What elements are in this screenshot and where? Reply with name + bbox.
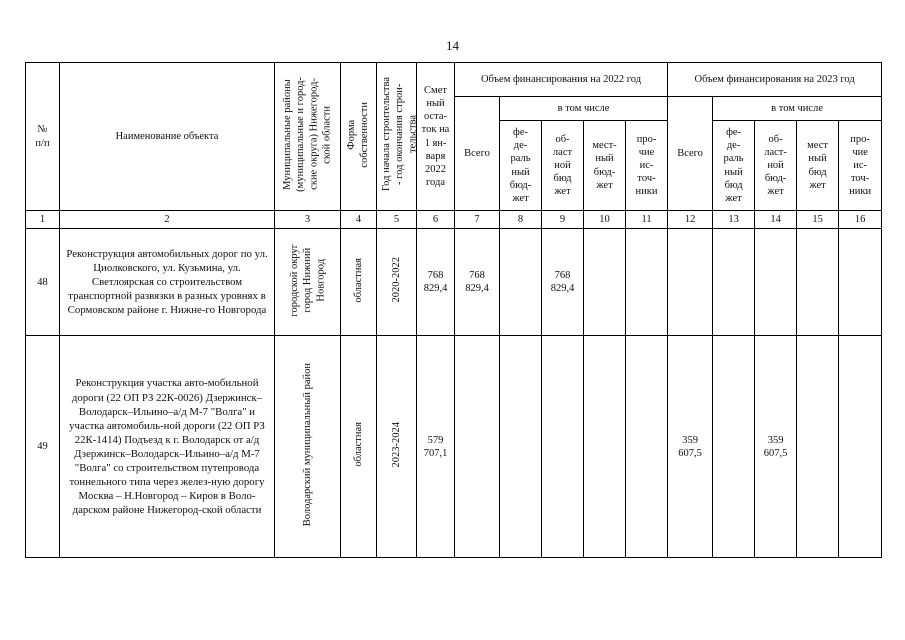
column-number: 9	[542, 211, 584, 229]
header-no: № п/п	[26, 63, 60, 211]
regional-2023-cell: 359 607,5	[755, 336, 797, 558]
years-cell: 2023-2024	[377, 336, 417, 558]
column-number: 15	[797, 211, 839, 229]
column-number: 8	[500, 211, 542, 229]
funding-table	[25, 62, 882, 558]
total-2023-cell: 359 607,5	[668, 336, 713, 558]
header-local-2022: мест- ный бюд- жет	[584, 121, 626, 211]
column-number: 11	[626, 211, 668, 229]
column-number: 4	[341, 211, 377, 229]
total-2023-cell	[668, 229, 713, 336]
regional-2022-cell	[542, 336, 584, 558]
local-2023-cell	[797, 336, 839, 558]
header-row-1	[26, 63, 882, 97]
header-federal-2022: фе- де- раль ный бюд- жет	[500, 121, 542, 211]
other-2022-cell	[626, 336, 668, 558]
column-number: 6	[417, 211, 455, 229]
total-2022-cell	[455, 336, 500, 558]
federal-2023-cell	[713, 229, 755, 336]
local-2023-cell	[797, 229, 839, 336]
column-number: 5	[377, 211, 417, 229]
municipality-cell: Володарский муниципальный район	[275, 336, 341, 558]
column-number-row	[26, 211, 882, 229]
column-number: 13	[713, 211, 755, 229]
column-number: 12	[668, 211, 713, 229]
header-regional-2023: об- ласт- ной бюд- жет	[755, 121, 797, 211]
column-number: 2	[60, 211, 275, 229]
header-including-2023: в том числе	[713, 97, 882, 121]
header-funding-2022: Объем финансирования на 2022 год	[455, 63, 668, 97]
other-2022-cell	[626, 229, 668, 336]
header-including-2022: в том числе	[500, 97, 668, 121]
header-other-2022: про- чие ис- точ- ники	[626, 121, 668, 211]
page-number: 14	[446, 38, 459, 53]
header-years: Год начала строительства - год окончания строи- тельства	[377, 63, 417, 211]
ownership-cell: областная	[341, 229, 377, 336]
regional-2023-cell	[755, 229, 797, 336]
other-2023-cell	[839, 229, 882, 336]
row-number: 49	[26, 336, 60, 558]
regional-2022-cell: 768 829,4	[542, 229, 584, 336]
local-2022-cell	[584, 336, 626, 558]
other-2023-cell	[839, 336, 882, 558]
header-name: Наименование объекта	[60, 63, 275, 211]
ownership-cell: областная	[341, 336, 377, 558]
header-total-2022: Всего	[455, 97, 500, 211]
object-name: Реконструкция участка авто-мобильной дороги (22 ОП РЗ 22К-0026) Дзержинск–Володарск–Ильино–а/д М-7 "Волга" и участка автомобиль-ной дороги (22 ОП РЗ 22К-1414) Подъезд к г. Володарск от а/д Дзержинск–Володарск–Ильино–а/д М-7 "Волга" со строительством путепровода тоннельного типа через желез-ную дорогу Москва – Н.Новгород – Киров в Воло-дарском районе Нижегород-ской области	[60, 336, 275, 558]
object-name: Реконструкция автомобильных дорог по ул. Циолковского, ул. Кузьмина, ул. Светлоярская со строительством транспортной развязки в разных уровнях в Сормовском районе г. Нижне-го Новгорода	[60, 229, 275, 336]
column-number: 16	[839, 211, 882, 229]
header-local-2023: мест ный бюд жет	[797, 121, 839, 211]
federal-2022-cell	[500, 336, 542, 558]
years-cell: 2020-2022	[377, 229, 417, 336]
table-row	[26, 336, 882, 558]
estimate-cell: 768 829,4	[417, 229, 455, 336]
table-row	[26, 229, 882, 336]
column-number: 10	[584, 211, 626, 229]
column-number: 14	[755, 211, 797, 229]
municipality-cell: городской округ город Нижний Новгород	[275, 229, 341, 336]
header-total-2023: Всего	[668, 97, 713, 211]
column-number: 3	[275, 211, 341, 229]
row-number: 48	[26, 229, 60, 336]
column-number: 7	[455, 211, 500, 229]
header-federal-2023: фе- де- раль ный бюд жет	[713, 121, 755, 211]
header-other-2023: про- чие ис- точ- ники	[839, 121, 882, 211]
header-regional-2022: об- ласт ной бюд жет	[542, 121, 584, 211]
header-ownership: Форма собственности	[341, 63, 377, 211]
federal-2022-cell	[500, 229, 542, 336]
header-funding-2023: Объем финансирования на 2023 год	[668, 63, 882, 97]
federal-2023-cell	[713, 336, 755, 558]
header-municipality: Муниципальные районы (муниципальные и город- ские округа) Нижегород- ской области	[275, 63, 341, 211]
total-2022-cell: 768 829,4	[455, 229, 500, 336]
estimate-cell: 579 707,1	[417, 336, 455, 558]
local-2022-cell	[584, 229, 626, 336]
column-number: 1	[26, 211, 60, 229]
header-estimate: Смет ный оста- ток на 1 ян- варя 2022 года	[417, 63, 455, 211]
